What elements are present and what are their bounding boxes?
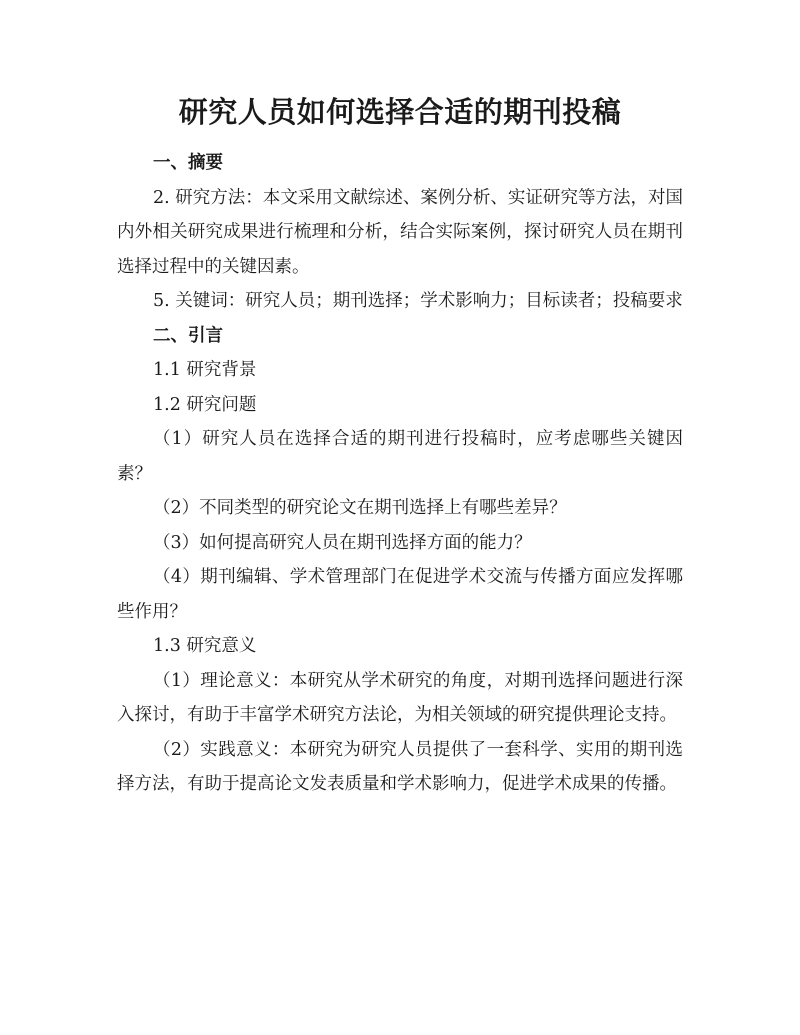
section-heading-abstract: 一、摘要 — [153, 153, 223, 173]
subheading-research-significance: 1.3 研究意义 — [153, 636, 257, 656]
section-heading-introduction: 二、引言 — [153, 325, 223, 346]
paragraph-practical-significance: （2）实践意义：本研究为研究人员提供了一套科学、实用的期刊选择方法，有助于提高论文发表质量和学术影响力，促进学术成果的传播。 — [117, 739, 683, 794]
list-item-question-1: （1）研究人员在选择合适的期刊进行投稿时，应考虑哪些关键因素？ — [117, 429, 683, 484]
paragraph-keywords: 5. 关键词：研究人员；期刊选择；学术影响力；目标读者；投稿要求 — [153, 291, 683, 311]
paragraph-research-method: 2. 研究方法：本文采用文献综述、案例分析、实证研究等方法，对国内外相关研究成果进行梳理和分析，结合实际案例，探讨研究人员在期刊选择过程中的关键因素。 — [117, 187, 683, 277]
subheading-research-background: 1.1 研究背景 — [153, 360, 257, 380]
document-title: 研究人员如何选择合适的期刊投稿 — [178, 95, 622, 129]
subheading-research-question: 1.2 研究问题 — [153, 394, 257, 415]
paragraph-theoretical-significance: （1）理论意义：本研究从学术研究的角度，对期刊选择问题进行深入探讨，有助于丰富学术研究方法论，为相关领域的研究提供理论支持。 — [117, 670, 683, 725]
list-item-question-2: （2）不同类型的研究论文在期刊选择上有哪些差异？ — [153, 498, 567, 518]
list-item-question-3: （3）如何提高研究人员在期刊选择方面的能力？ — [153, 532, 532, 553]
document-body — [117, 146, 683, 802]
list-item-question-4: （4）期刊编辑、学术管理部门在促进学术交流与传播方面应发挥哪些作用？ — [117, 567, 683, 622]
